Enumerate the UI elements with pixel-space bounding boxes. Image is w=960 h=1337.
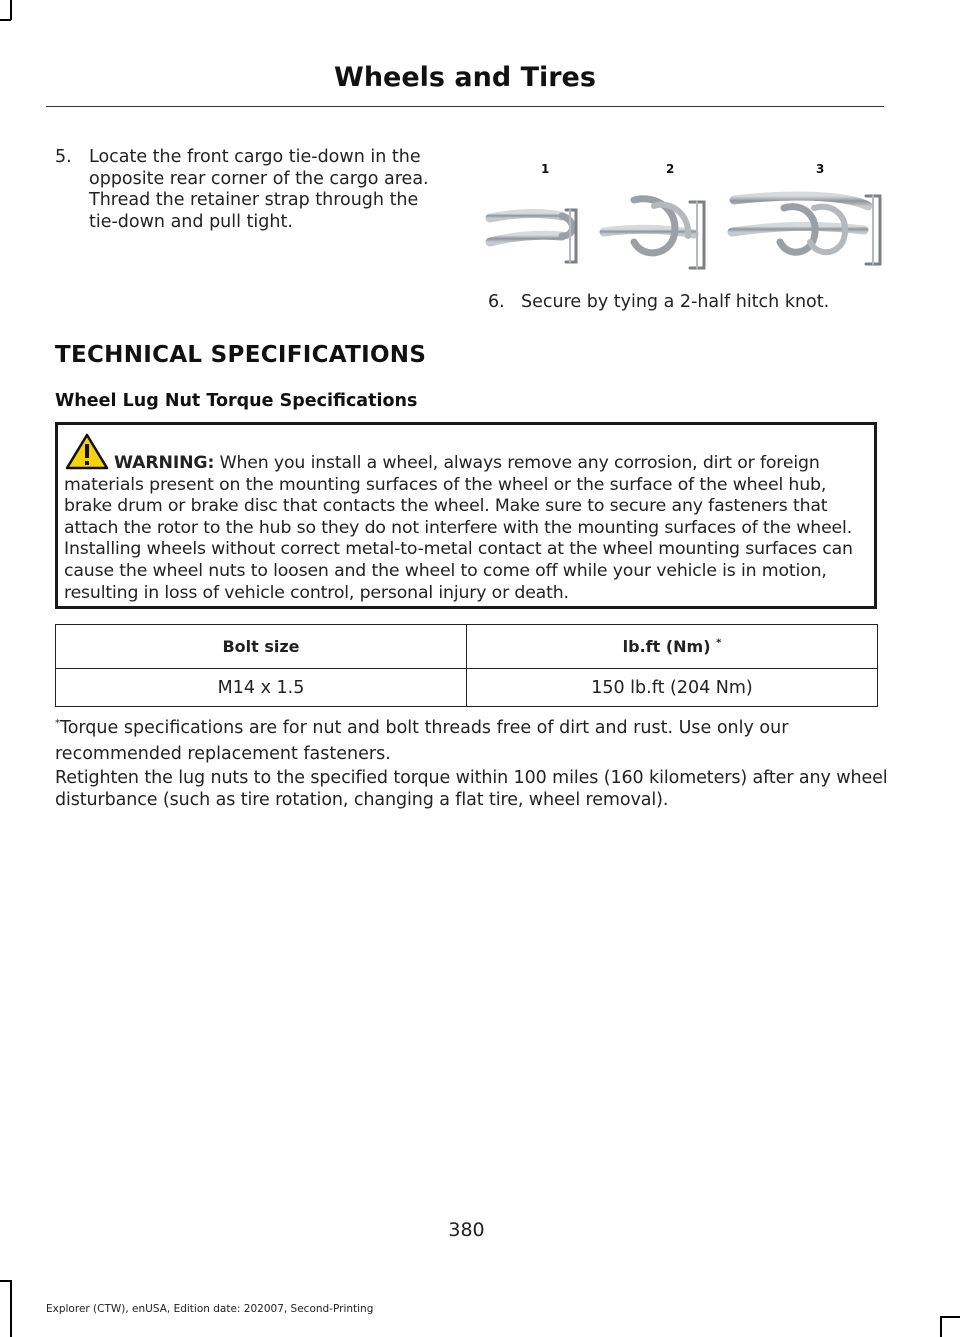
step-number: 5. <box>55 147 72 167</box>
footnote-mark: * <box>716 637 722 649</box>
subsection-title: Wheel Lug Nut Torque Specifications <box>55 391 418 411</box>
knot-step-1 <box>490 210 576 262</box>
step-6 <box>488 292 829 312</box>
table-header-bolt-size: Bolt size <box>56 625 467 669</box>
crop-mark <box>940 1316 942 1337</box>
knot-step-2 <box>604 199 704 268</box>
table-cell: M14 x 1.5 <box>56 669 467 707</box>
header-divider <box>46 106 884 107</box>
table-header-torque: lb.ft (Nm) * <box>467 625 878 669</box>
retighten-paragraph: Retighten the lug nuts to the specified torque within 100 miles (160 kilometers) after any wheel disturbance (such as tire rotation, changing a flat tire, wheel removal). <box>55 768 888 810</box>
section-title: TECHNICAL SPECIFICATIONS <box>55 342 427 368</box>
crop-mark <box>10 0 12 20</box>
footer-edition-text: Explorer (CTW), enUSA, Edition date: 202007, Second-Printing <box>46 1303 374 1315</box>
page-number: 380 <box>448 1219 485 1241</box>
footnote-text: Torque specifications are for nut and bolt threads free of dirt and rust. Use only our recommended replacement fasteners. <box>55 717 789 764</box>
table-cell: 150 lb.ft (204 Nm) <box>467 669 878 707</box>
torque-spec-table <box>55 624 878 707</box>
step-text: Secure by tying a 2-half hitch knot. <box>521 292 830 312</box>
warning-box <box>55 422 877 609</box>
step-5 <box>55 147 450 233</box>
step-text: Locate the front cargo tie-down in the opposite rear corner of the cargo area. Thread the retainer strap through the tie-down and pull tight. <box>89 147 429 232</box>
warning-text <box>64 453 872 604</box>
table-row <box>56 669 878 707</box>
figure-label-1: 1 <box>541 162 550 176</box>
knot-step-3 <box>732 196 880 264</box>
crop-mark <box>940 1316 960 1318</box>
crop-mark <box>0 19 11 21</box>
warning-body: When you install a wheel, always remove any corrosion, dirt or foreign materials present on the mounting surfaces of the wheel or the surface of the wheel hub, brake drum or brake disc that contacts the wheel. Make sure to secure any fasteners that attach the rotor to the hub so they do not interfere with the mounting surfaces of the wheel. Installing wheels without correct metal-to-metal contact at the wheel mounting surfaces can cause the wheel nuts to loosen and the wheel to come off while your vehicle is in motion, resulting in loss of vehicle control, personal injury or death. <box>64 453 853 603</box>
half-hitch-knot-diagram <box>484 150 886 275</box>
table-header-row <box>56 625 878 669</box>
figure-label-2: 2 <box>666 162 675 176</box>
page-header-title: Wheels and Tires <box>334 62 596 93</box>
crop-mark <box>0 1280 11 1282</box>
warning-label: WARNING: <box>114 453 215 473</box>
step-number: 6. <box>488 292 505 312</box>
footnote <box>55 711 885 767</box>
crop-mark <box>10 1280 12 1337</box>
figure-label-3: 3 <box>816 162 825 176</box>
footnote-mark: * <box>55 718 60 729</box>
